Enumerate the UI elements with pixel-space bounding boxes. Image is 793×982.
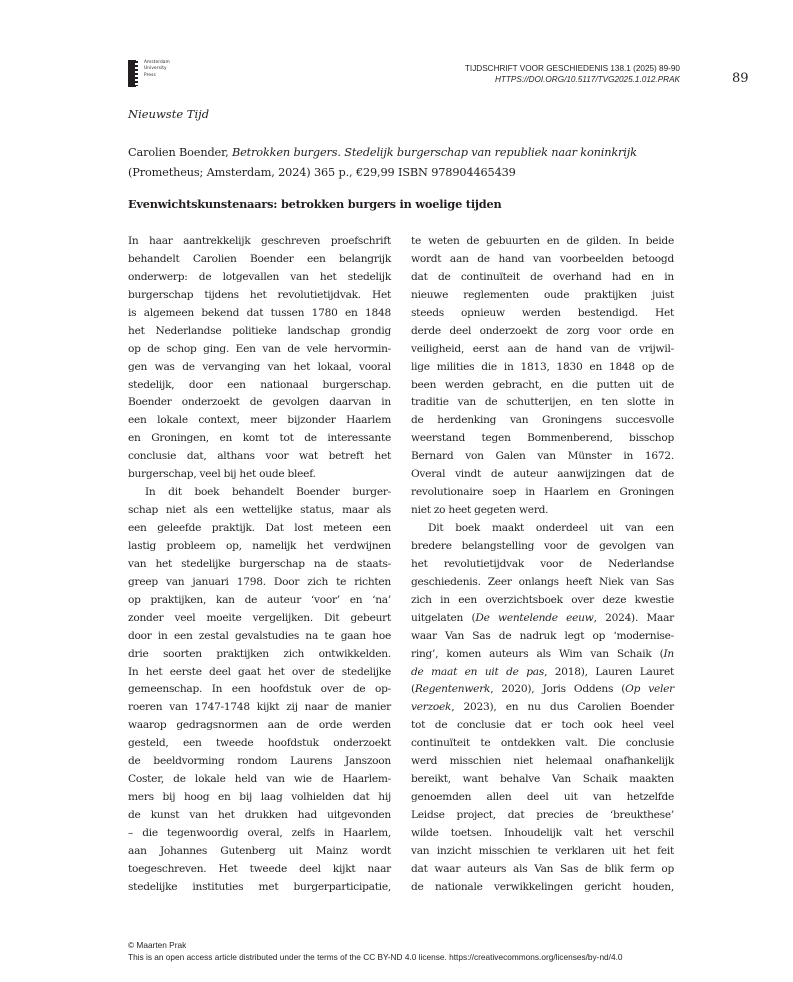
publisher-name-line: Amsterdam (144, 60, 170, 65)
text-line: waar Van Sas de nadruk legt op ‘modernise- (411, 629, 674, 642)
text-run: ring’, komen auteurs als Wim van Schaik ( (411, 647, 664, 660)
text-line: continuïteit te ontdekken valt. Die conclusie (411, 737, 674, 750)
text-run: , 2023), en nu dus Carolien Boender (451, 701, 674, 714)
text-line: drie soorten praktijken zich ontwikkelden. (128, 647, 391, 660)
text-line: op de schop ging. Een van de vele hervormin- (128, 342, 391, 355)
text-line: conclusie dat, althans voor wat betreft het (128, 450, 391, 463)
text-line: behandelt Carolien Boender een belangrijk (128, 252, 391, 265)
text-line: been werden gebracht, en die putten uit de (411, 378, 674, 391)
text-line: toegeschreven. Het tweede deel kijkt naar (128, 862, 391, 875)
cited-title: In (663, 647, 674, 660)
text-line: gesteld, een tweede hoofdstuk onderzoekt (128, 737, 391, 750)
journal-citation: TIJDSCHRIFT VOOR GESCHIEDENIS 138.1 (2025) 89-90 (464, 64, 680, 73)
text-line: wordt aan de hand van voorbeelden betoogd (411, 252, 674, 265)
bibliographic-reference (128, 143, 688, 183)
text-line: burgerschap tijdens het revolutietijdvak. Het (128, 288, 391, 301)
text-line (411, 681, 674, 699)
text-line: niet zo heet gegeten werd. (411, 504, 549, 517)
text-run: ( (411, 683, 415, 696)
text-line: burgerschap, veel bij het oude bleef. (128, 468, 316, 481)
text-line: genoemden allen deel uit van hetzelfde (411, 791, 674, 804)
text-line: het revolutietijdvak voor de Nederlandse (411, 557, 674, 570)
review-title: Evenwichtskunstenaars: betrokken burgers in woelige tijden (128, 197, 502, 211)
text-line: geschiedenis. Zeer onlangs heeft Niek van Sas (411, 575, 674, 588)
text-line: Boender onderzoekt de gevolgen daarvan in (128, 396, 391, 409)
text-line: Leidse project, dat precies de ‘breukthese’ (411, 809, 674, 821)
text-line: zonder veel moeite vergelijken. Dit gebeurt (128, 611, 391, 624)
cited-title: Op veler (625, 683, 674, 696)
text-line: derde deel onderzoekt de zorg voor orde en (411, 324, 674, 337)
text-line: schap niet als een wettelijke status, maar als (128, 504, 391, 517)
text-line: In haar aantrekkelijk geschreven proefschrift (128, 235, 391, 247)
cited-title: De wentelende eeuw (475, 611, 594, 624)
text-line (411, 646, 674, 664)
publication-details: (Prometheus; Amsterdam, 2024) 365 p., €29,99 ISBN 978904465439 (128, 166, 516, 179)
text-line: Coster, de lokale held van wie de Haarlem- (128, 773, 391, 786)
text-line: traditie van de schutterijen, en ten slotte in (411, 396, 674, 409)
text-run: , 2020), Joris Oddens ( (490, 683, 626, 696)
text-column-right (411, 233, 674, 897)
publisher-name-line: University (144, 66, 167, 72)
text-line: veiligheid, eerst aan de hand van de vrijwil- (411, 342, 674, 355)
text-line: weerstand tegen Bommenberend, bisschop (411, 432, 674, 445)
text-line (411, 664, 674, 682)
text-line: door in een zestal gevalstudies na te gaan hoe (128, 629, 391, 642)
text-run: uitgelaten ( (411, 611, 476, 624)
text-line: onderwerp: de lotgevallen van het stedelijk (128, 270, 391, 283)
text-line: greep van januari 1798. Door zich te richten (128, 575, 391, 588)
text-line: dat waar auteurs als Van Sas de blik ferm op (411, 862, 674, 875)
text-line: werd misschien niet helemaal onafhankelijk (411, 755, 674, 768)
journal-header (465, 63, 680, 85)
text-line (411, 699, 674, 717)
text-line: een geleefde praktijk. Dat lost meteen een (128, 522, 391, 534)
doi-link[interactable]: HTTPS://DOI.ORG/10.5117/TVG2025.1.012.PRAK (494, 75, 680, 84)
amsterdam-university-press-logo-icon (128, 60, 136, 87)
text-line: lastig probleem op, namelijk het verdwijnen (128, 539, 391, 552)
section-label: Nieuwste Tijd (128, 107, 210, 121)
text-line: te weten de gebuurten en de gilden. In beide (411, 235, 674, 247)
text-line: op praktijken, kan de auteur ‘voor’ en ‘na’ (128, 593, 391, 606)
text-line: gen was de vervanging van het lokaal, vooral (128, 360, 391, 373)
text-line: nieuwe reglementen oude praktijken juist (411, 288, 674, 301)
text-line: wilde toetsen. Inhoudelijk valt het verschil (411, 826, 674, 839)
text-line: mers bij hoog en bij laag volhielden dat hij (128, 791, 391, 804)
text-line: In dit boek behandelt Boender burger- (145, 486, 391, 499)
publisher-name-line: Press (144, 72, 156, 78)
cited-title: Regentenwerk (414, 683, 491, 696)
text-line: stedelijke instituties met burgerparticipatie, (128, 880, 391, 893)
text-line: de kunst van het drukken had uitgevonden (128, 809, 391, 821)
text-run: , 2018), Lauren Lauret (544, 665, 674, 678)
publisher-logo (128, 60, 170, 87)
book-author: Carolien Boender, (128, 146, 232, 159)
license-footer (128, 939, 623, 963)
text-line: is algemeen bekend dat tussen 1780 en 1848 (128, 306, 391, 319)
text-line (411, 610, 674, 628)
text-line: zich in een overzichtsboek over deze kwestie (411, 593, 674, 606)
text-line: In het eerste deel gaat het over de stedelijke (128, 665, 391, 678)
text-line: dat de continuïteit de overhand had en in (411, 270, 674, 283)
text-run: , 2024). Maar (593, 611, 674, 624)
publisher-name (144, 60, 170, 79)
page-number: 89 (732, 71, 749, 86)
cited-title: de maat en uit de pas (411, 665, 545, 678)
text-line: waarop gedragsnormen aan de orde werden (128, 719, 391, 732)
text-line: van inzicht misschien te verklaren uit het feit (411, 844, 674, 857)
text-line: de beeldvorming rondom Laurens Janszoon (128, 755, 391, 768)
book-title: Betrokken burgers. Stedelijk burgerschap van republiek naar koninkrijk (231, 146, 637, 159)
text-line: Bernard von Galen van Münster in 1672. (411, 450, 674, 463)
text-line: de herdenking van Groningens succesvolle (411, 414, 674, 427)
text-line: revolutionaire soep in Haarlem en Groningen (411, 486, 674, 499)
text-line: gemeenschap. In een hoofdstuk over de op- (128, 683, 391, 696)
text-line: het Nederlandse politieke landschap grondig (128, 324, 391, 337)
license-statement[interactable]: This is an open access article distributed under the terms of the CC BY-ND 4.0 license. https://creativecommons.org/licenses/by-nd/4.0 (128, 952, 623, 962)
text-line: steeds opnieuw werden bestendigd. Het (411, 306, 674, 319)
text-line: – die tegenwoordig overal, zelfs in Haarlem, (128, 826, 391, 839)
text-line: lige milities die in 1813, 1830 en 1848 op de (411, 360, 674, 373)
text-line: aan Johannes Gutenberg uit Mainz wordt (128, 844, 391, 857)
copyright-notice: © Maarten Prak (128, 940, 187, 950)
text-line: een lokale context, meer bijzonder Haarlem (128, 414, 391, 427)
text-line: bereikt, want behalve Van Schaik maakten (411, 773, 674, 786)
text-line: roeren van 1747-1748 kijkt zij naar de manier (128, 701, 391, 714)
text-line: stedelijk, door een nationaal burgerschap. (128, 378, 391, 391)
text-line: en Groningen, en komt tot de interessante (128, 432, 391, 445)
cited-title: verzoek (411, 701, 452, 714)
text-column-left (128, 233, 391, 897)
text-line: van het stedelijke burgerschap na de staats- (128, 557, 391, 570)
text-line: bredere belangstelling voor de gevolgen van (411, 539, 674, 552)
text-line: Overal vindt de auteur aanwijzingen dat de (411, 468, 674, 481)
text-line: tot de conclusie dat er toch ook heel veel (411, 719, 674, 732)
text-line: Dit boek maakt onderdeel uit van een (428, 522, 674, 534)
text-line: de nationale verwikkelingen gericht houden, (411, 880, 674, 893)
